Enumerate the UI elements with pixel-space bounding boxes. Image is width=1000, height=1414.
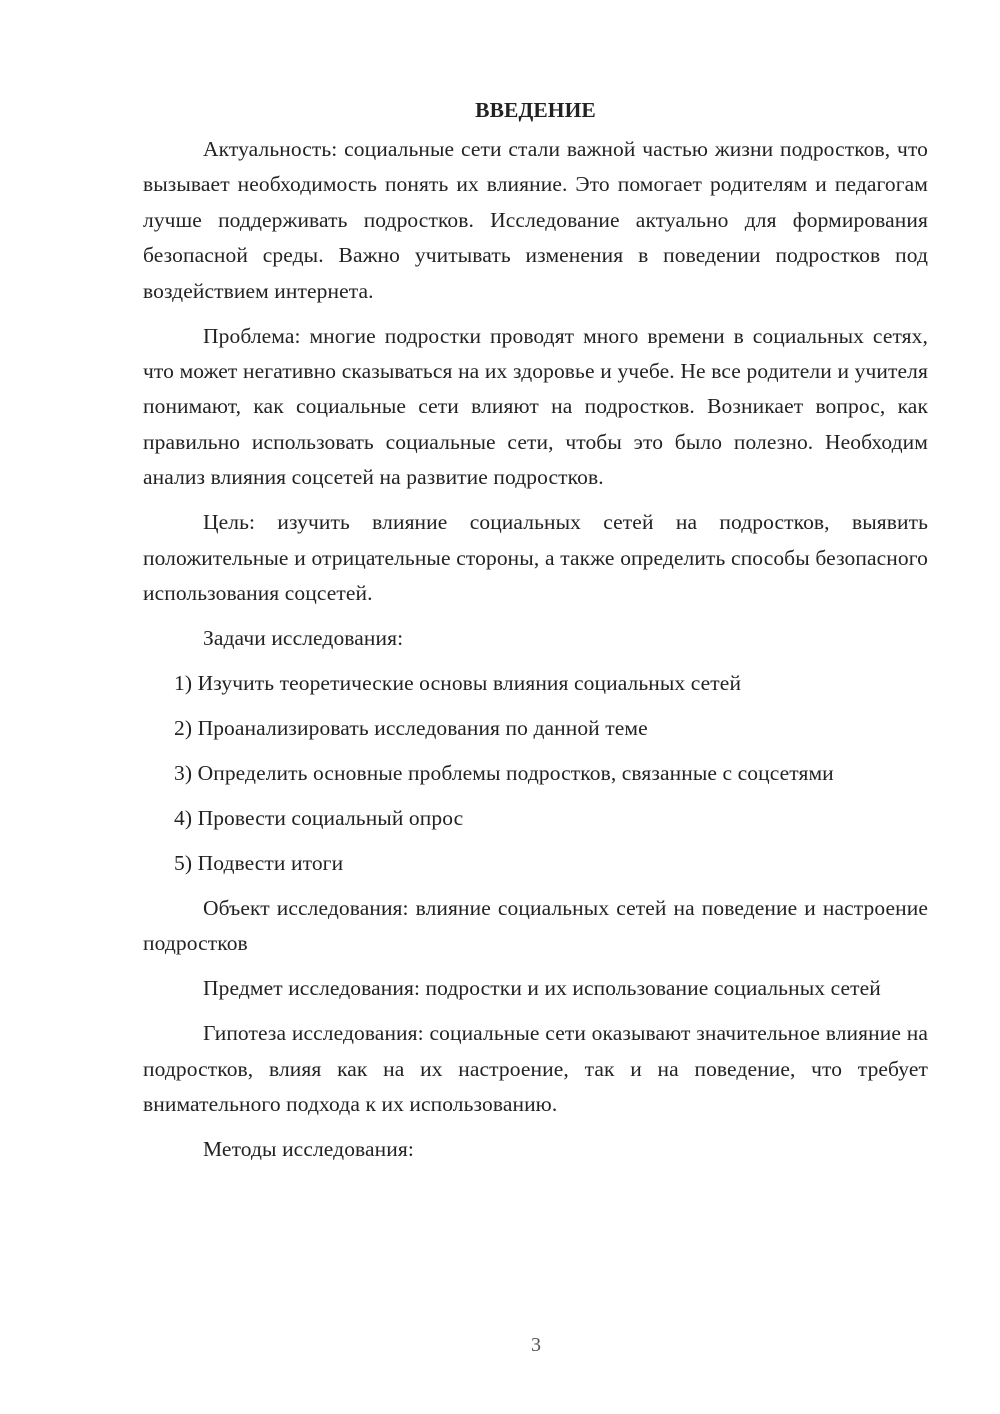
task-item: 2) Проанализировать исследования по данной теме — [174, 716, 648, 741]
task-item: 5) Подвести итоги — [174, 851, 344, 876]
methods-heading: Методы исследования: — [203, 1137, 414, 1162]
task-item: 1) Изучить теоретические основы влияния социальных сетей — [174, 671, 742, 696]
hypothesis-paragraph: Гипотеза исследования: социальные сети оказывают значительное влияние на подростков, влияя как на их настроение, так и на поведение, что требует внимательного подхода к их использованию. — [143, 1021, 928, 1117]
page-number: 3 — [531, 1334, 541, 1356]
tasks-list — [143, 666, 928, 881]
task-item: 4) Провести социальный опрос — [174, 806, 464, 831]
object-paragraph: Объект исследования: влияние социальных сетей на поведение и настроение подростков — [143, 896, 928, 956]
subject-paragraph: Предмет исследования: подростки и их использование социальных сетей — [203, 976, 881, 1001]
relevance-paragraph: Актуальность: социальные сети стали важной частью жизни подростков, что вызывает необходимость понять их влияние. Это помогает родителям и педагогам лучше поддерживать подростков. Исследование актуально для формирования безопасной среды. Важно учитывать изменения в поведении подростков под воздействием интернета. — [143, 137, 928, 303]
page-content — [143, 92, 928, 1177]
section-title: ВВЕДЕНИЕ — [475, 98, 596, 122]
tasks-heading: Задачи исследования: — [203, 626, 404, 651]
problem-paragraph: Проблема: многие подростки проводят много времени в социальных сетях, что может негативно сказываться на их здоровье и учебе. Не все родители и учителя понимают, как социальные сети влияют на подростков. Возникает вопрос, как правильно использовать социальные сети, чтобы это было полезно. Необходим анализ влияния соцсетей на развитие подростков. — [143, 323, 928, 490]
goal-paragraph: Цель: изучить влияние социальных сетей на подростков, выявить положительные и отрицательные стороны, а также определить способы безопасного использования соцсетей. — [143, 510, 928, 606]
task-item: 3) Определить основные проблемы подростков, связанные с соцсетями — [174, 761, 834, 786]
